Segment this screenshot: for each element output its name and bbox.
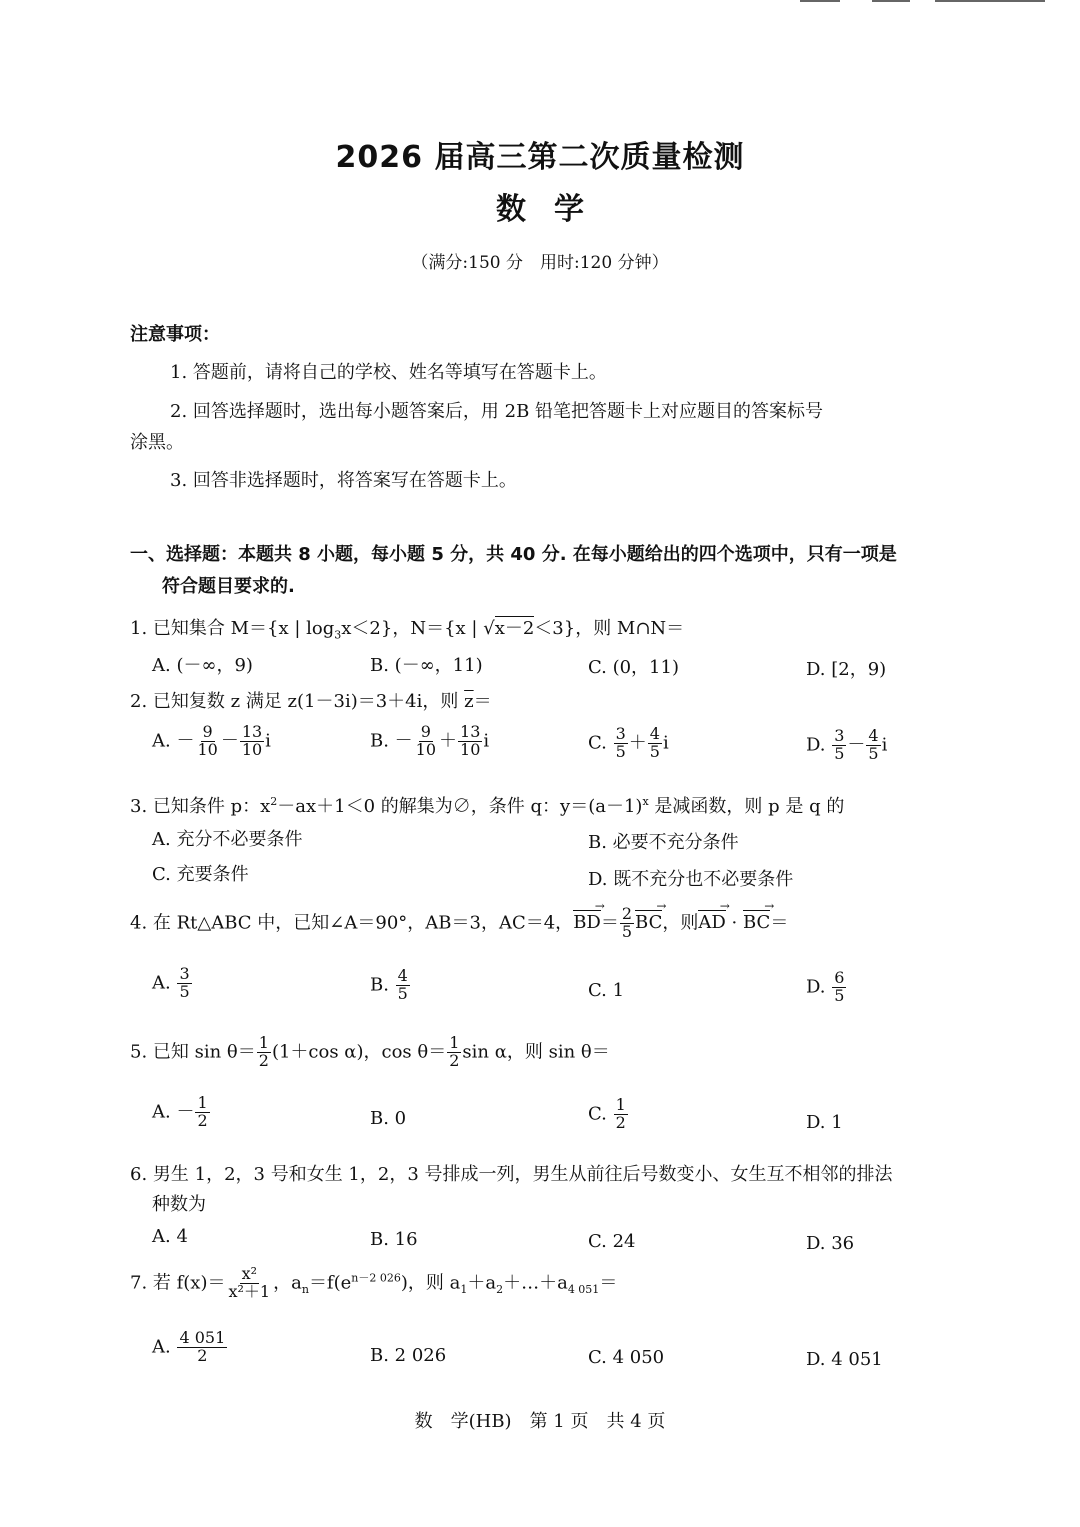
q3-option-c: C. 充要条件: [152, 864, 249, 885]
denominator: 10: [241, 739, 263, 759]
numerator: 1: [615, 1095, 626, 1114]
note-item: 1. 答题前，请将自己的学校、姓名等填写在答题卡上。: [170, 362, 607, 383]
question-5: [130, 1035, 610, 1070]
question-1: [130, 614, 684, 642]
section-heading: 一、选择题：本题共 8 小题，每小题 5 分，共 40 分. 在每小题给出的四个选项中，只有一项是: [130, 544, 897, 565]
q2-option-a: [152, 724, 271, 759]
dot-operator: ·: [725, 912, 743, 934]
denominator: 5: [649, 741, 660, 761]
question-2: [130, 687, 492, 713]
q7-sub: 4 051: [567, 1282, 600, 1296]
fraction: [177, 966, 191, 1001]
question-6-cont: 种数为: [152, 1194, 206, 1215]
q5-text-post: sin α，则 sin θ＝: [462, 1041, 610, 1063]
q4-option-b: [370, 968, 411, 1003]
q2-option-d: [806, 728, 887, 763]
q5-option-b: B. 0: [370, 1108, 407, 1129]
q7-eq: ＝: [599, 1272, 618, 1294]
numerator: 3: [834, 726, 845, 745]
note-item: 2. 回答选择题时，选出每小题答案后，用 2B 铅笔把答题卡上对应题目的答案标号: [170, 401, 824, 422]
numerator: 4: [649, 724, 660, 743]
q7-option-a: [152, 1330, 228, 1365]
scan-line: [935, 0, 1045, 2]
question-3: [130, 792, 844, 818]
section-heading-cont: 符合题目要求的.: [162, 576, 295, 597]
q6-option-c: C. 24: [588, 1231, 636, 1252]
denominator: 5: [621, 921, 633, 941]
q6-option-d: D. 36: [806, 1233, 855, 1254]
note-item: 涂黑。: [130, 432, 184, 453]
operator: －: [220, 730, 239, 752]
q2-zbar: $\overline{z}$: [464, 691, 474, 712]
q4-text-mid: ，则: [662, 912, 699, 934]
operator: ＋: [628, 732, 647, 754]
numerator: 4: [868, 726, 879, 745]
operator: ＋: [439, 730, 458, 752]
q1-radicand: x－2: [494, 618, 535, 639]
q6-option-b: B. 16: [370, 1229, 418, 1250]
q3-option-d: D. 既不充分也不必要条件: [588, 869, 794, 890]
q5-option-c: [588, 1097, 629, 1132]
q2-text-post: ＝: [473, 691, 492, 712]
q5-option-a: [152, 1095, 211, 1130]
denominator: 5: [179, 981, 190, 1001]
q1-text-pre: 1. 已知集合 M＝{x | log: [130, 618, 335, 639]
q4-text-post: ＝: [770, 912, 789, 934]
denominator: 2: [197, 1345, 208, 1365]
numerator: 13: [460, 722, 481, 741]
q7-sub: 1: [460, 1282, 468, 1296]
q3-option-a: A. 充分不必要条件: [152, 829, 303, 850]
q4a-label: A.: [152, 972, 177, 994]
q7-plus: ＋a: [467, 1272, 497, 1294]
q1-text-post: ＜3}，则 M∩N＝: [534, 618, 685, 639]
q7-sub-n: n: [301, 1282, 309, 1296]
denominator: 5: [397, 983, 408, 1003]
denominator: 2: [258, 1050, 269, 1070]
fraction: [240, 724, 264, 759]
fraction: [614, 1097, 628, 1132]
denominator: 2: [449, 1050, 460, 1070]
imag-unit: i: [881, 734, 888, 756]
q7-text-mid2: ＝f(e: [308, 1272, 352, 1294]
q7-plus: ＋…＋a: [503, 1272, 568, 1294]
q7-sub: 2: [496, 1282, 504, 1296]
numerator: x²: [241, 1264, 258, 1283]
exam-meta: （满分:150 分 用时:120 分钟）: [411, 253, 669, 273]
fraction: [226, 1266, 272, 1301]
q4-eq: ＝: [600, 912, 619, 934]
q1-log-base: 3: [334, 628, 342, 642]
q3-option-b: B. 必要不充分条件: [588, 832, 739, 853]
imag-unit: i: [265, 730, 271, 752]
question-7: [130, 1266, 617, 1301]
denominator: 5: [615, 741, 626, 761]
imag-unit: i: [662, 732, 669, 754]
imag-unit: i: [483, 730, 490, 752]
fraction: [866, 728, 880, 763]
q1-option-d: D. [2，9): [806, 659, 887, 680]
numerator: 9: [202, 722, 213, 741]
fraction: [195, 1095, 209, 1130]
q4-option-c: C. 1: [588, 980, 625, 1001]
numerator: 6: [834, 968, 845, 987]
subject-title: 数学: [496, 192, 612, 227]
q2b-label: B. －: [370, 730, 413, 752]
q7-option-c: C. 4 050: [588, 1347, 665, 1368]
q1-option-a: A. (－∞，9): [152, 655, 253, 676]
q4-text-pre: 4. 在 Rt△ABC 中，已知∠A＝90°，AB＝3，AC＝4，: [130, 912, 574, 934]
page-footer: 数 学(HB) 第 1 页 共 4 页: [414, 1411, 666, 1432]
numerator: 1: [449, 1033, 460, 1052]
fraction: [832, 970, 846, 1005]
q2-text-pre: 2. 已知复数 z 满足 z(1－3i)＝3＋4i，则: [130, 691, 465, 712]
question-6: 6. 男生 1，2，3 号和女生 1，2，3 号排成一列，男生从前往后号数变小、女生互不相邻的排法: [130, 1164, 893, 1185]
denominator: 2: [197, 1110, 208, 1130]
fraction: [414, 724, 438, 759]
q4b-label: B.: [370, 974, 395, 996]
denominator: 2: [615, 1112, 626, 1132]
q2a-label: A. －: [152, 730, 195, 752]
q3-text-post: 是减函数，则 p 是 q 的: [648, 796, 845, 817]
denominator: 5: [868, 743, 879, 763]
sqrt-sign: √: [483, 618, 495, 639]
q2-option-b: [370, 724, 489, 759]
numerator: 4 051: [179, 1328, 226, 1347]
notes-heading: 注意事项：: [130, 324, 220, 345]
q5a-label: A. －: [152, 1101, 195, 1123]
denominator: 10: [197, 739, 218, 759]
q3-text-mid: －ax＋1＜0 的解集为∅，条件 q：y＝(a－1): [277, 796, 643, 817]
q5-option-d: D. 1: [806, 1112, 843, 1133]
operator: －: [847, 734, 866, 756]
fraction: [620, 906, 634, 941]
exam-title: 2026 届高三第二次质量检测: [335, 140, 745, 175]
note-item: 3. 回答非选择题时，将答案写在答题卡上。: [170, 470, 517, 491]
q7-exp: n－2 026: [351, 1271, 401, 1285]
q6-option-a: A. 4: [152, 1226, 188, 1247]
numerator: 1: [258, 1033, 269, 1052]
q4-option-d: [806, 970, 847, 1005]
q4d-label: D.: [806, 976, 832, 998]
vector-ad: AD →: [698, 912, 725, 933]
fraction: [257, 1035, 271, 1070]
vector-bd: BD →: [573, 912, 601, 933]
fraction: [614, 726, 628, 761]
q7-option-b: B. 2 026: [370, 1345, 447, 1366]
scan-line: [872, 0, 910, 2]
denominator: 10: [460, 739, 481, 759]
q5c-label: C.: [588, 1103, 613, 1125]
q3-exp2: x: [642, 795, 649, 808]
q7-text-mid: ，a: [273, 1272, 302, 1294]
q7-text-pre: 7. 若 f(x)＝: [130, 1272, 226, 1294]
q7a-label: A.: [152, 1336, 177, 1358]
denominator: 5: [834, 985, 845, 1005]
q1-option-c: C. (0，11): [588, 657, 679, 678]
denominator: x²＋1: [228, 1281, 271, 1301]
fraction: [832, 728, 846, 763]
fraction: [177, 1330, 227, 1365]
q4-option-a: [152, 966, 193, 1001]
q1-option-b: B. (－∞，11): [370, 655, 483, 676]
fraction: [648, 726, 662, 761]
numerator: 13: [241, 722, 263, 741]
q7-option-d: D. 4 051: [806, 1349, 883, 1370]
vector-bc: BC →: [635, 912, 662, 933]
q5-text-mid: (1＋cos α)，cos θ＝: [271, 1041, 447, 1063]
question-4: [130, 906, 788, 941]
numerator: 4: [397, 966, 408, 985]
q7-text-post: )，则 a: [400, 1272, 461, 1294]
denominator: 10: [415, 739, 437, 759]
q2-option-c: [588, 726, 669, 761]
fraction: [396, 968, 410, 1003]
numerator: 3: [179, 964, 190, 983]
numerator: 2: [621, 904, 633, 923]
q5-text-pre: 5. 已知 sin θ＝: [130, 1041, 256, 1063]
fraction: [447, 1035, 461, 1070]
numerator: 3: [615, 724, 626, 743]
q3-exp1: 2: [270, 795, 278, 808]
fraction: [195, 724, 219, 759]
numerator: 9: [420, 722, 431, 741]
vector-bc: BC →: [743, 912, 770, 933]
numerator: 1: [197, 1093, 208, 1112]
q2d-label: D.: [806, 734, 832, 756]
q2c-label: C.: [588, 732, 613, 754]
fraction: [458, 724, 482, 759]
q1-text-mid: x＜2}，N＝{x |: [341, 618, 484, 639]
scan-line: [800, 0, 840, 2]
q3-text-pre: 3. 已知条件 p：x: [130, 796, 271, 817]
denominator: 5: [834, 743, 845, 763]
